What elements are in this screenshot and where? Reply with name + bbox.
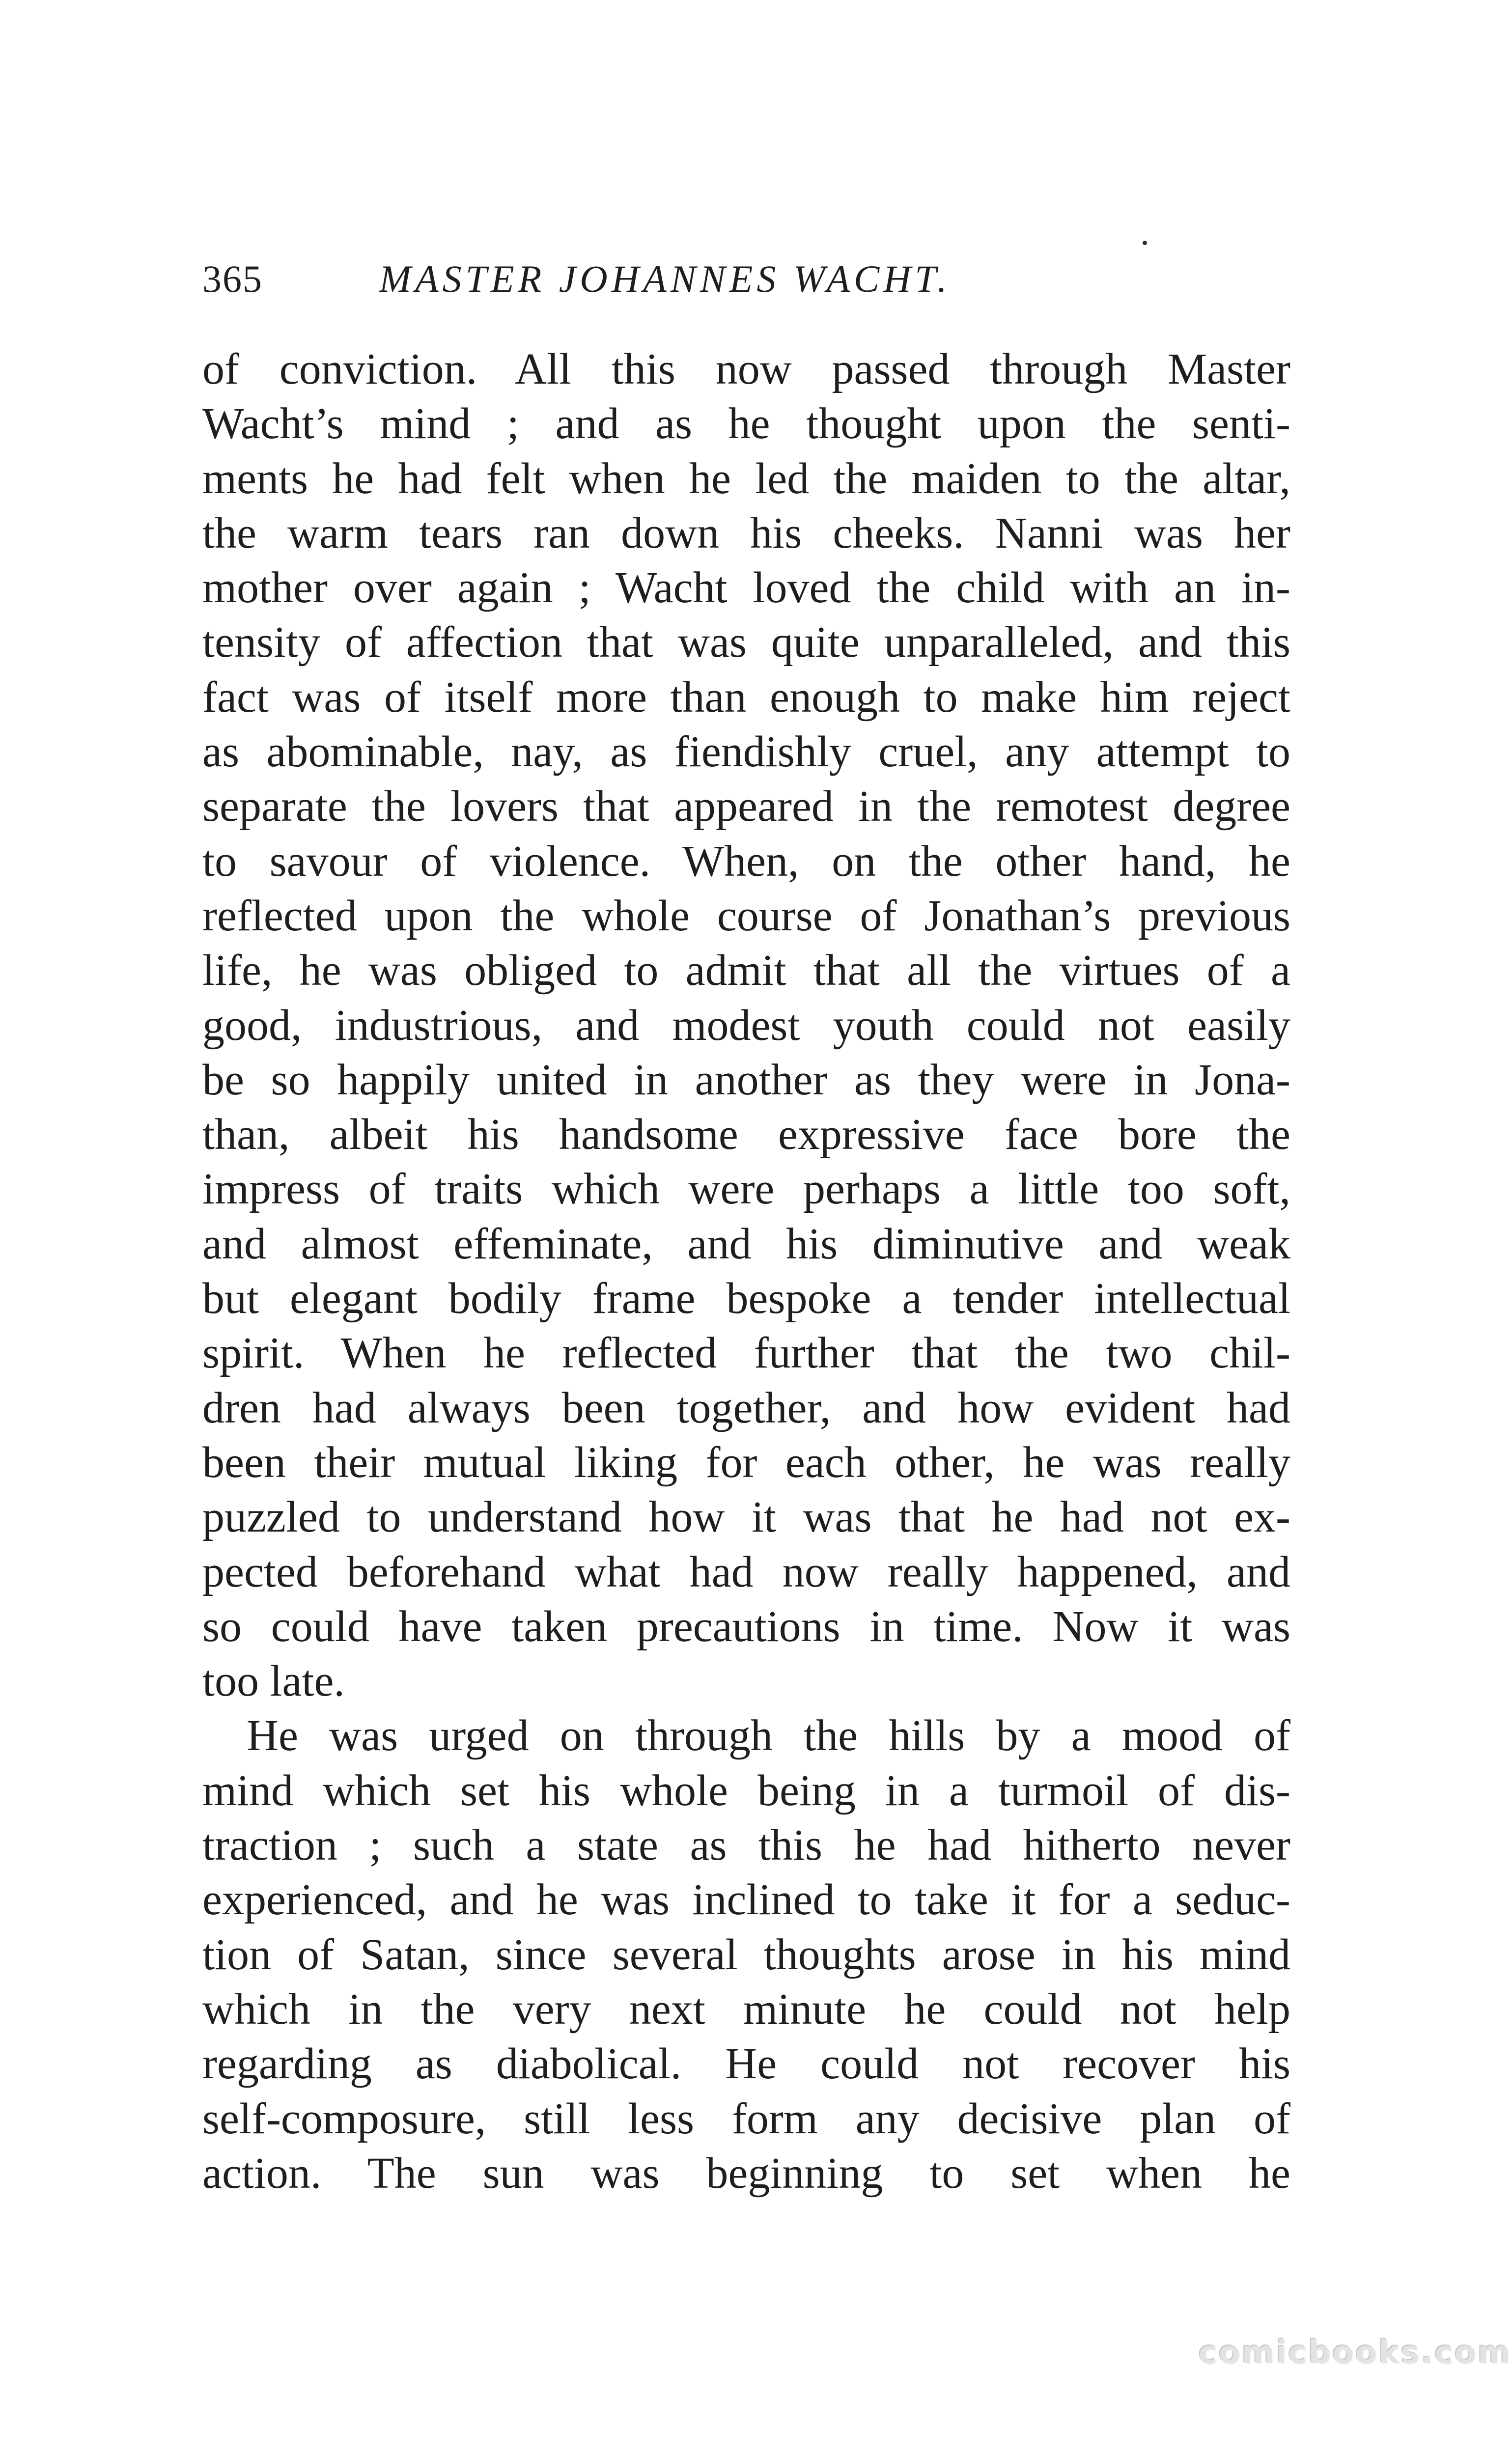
text-line: regarding as diabolical. He could not recover his [202, 2039, 1290, 2089]
text-line: mind which set his whole being in a turmoil of dis- [202, 1766, 1290, 1815]
text-line: good, industrious, and modest youth could not easily [202, 1001, 1290, 1050]
running-head [202, 250, 1290, 308]
text-line: mother over again ; Wacht loved the child with an in- [202, 563, 1290, 613]
text-line: than, albeit his handsome expressive face bore the [202, 1110, 1290, 1159]
text-line: spirit. When he reflected further that the two chil- [202, 1329, 1290, 1378]
text-line: puzzled to understand how it was that he had not ex- [202, 1493, 1290, 1542]
text-line: self-composure, still less form any decisive plan of [202, 2094, 1290, 2143]
text-line: but elegant bodily frame bespoke a tender intellectual [202, 1274, 1290, 1323]
text-line: tensity of affection that was quite unparalleled, and this [202, 618, 1290, 667]
text-line: experienced, and he was inclined to take it for a seduc- [202, 1875, 1290, 1925]
text-line: of conviction. All this now passed through Master [202, 345, 1290, 393]
text-line: tion of Satan, since several thoughts arose in his mind [202, 1930, 1290, 1979]
watermark: comicbooks.com [1199, 2335, 1512, 2371]
text-line: life, he was obliged to admit that all the virtues of a [202, 946, 1290, 995]
page-number: 365 [202, 257, 263, 300]
text-line: pected beforehand what had now really happened, and [202, 1547, 1290, 1596]
text-line: Wacht’s mind ; and as he thought upon the senti- [202, 399, 1290, 448]
text-line: action. The sun was beginning to set when he [202, 2149, 1290, 2198]
paragraph-end-line: too late. [202, 1657, 345, 1706]
ink-speck [1143, 241, 1147, 245]
text-line: as abominable, nay, as fiendishly cruel, any attempt to [202, 727, 1290, 777]
text-line: which in the very next minute he could not help [202, 1984, 1290, 2034]
text-line: separate the lovers that appeared in the remotest degree [202, 782, 1290, 831]
paragraph-start-line: He was urged on through the hills by a mood of [247, 1711, 1290, 1760]
text-line: been their mutual liking for each other, he was really [202, 1438, 1290, 1487]
body-text [202, 342, 1290, 2201]
text-line: the warm tears ran down his cheeks. Nanni was her [202, 508, 1290, 558]
text-line: and almost effeminate, and his diminutive and weak [202, 1219, 1290, 1268]
running-title: MASTER JOHANNES WACHT. [379, 257, 951, 300]
text-line: to savour of violence. When, on the other hand, he [202, 837, 1290, 886]
text-line: so could have taken precautions in time. Now it was [202, 1602, 1290, 1651]
text-line: impress of traits which were perhaps a little too soft, [202, 1165, 1290, 1214]
text-line: dren had always been together, and how evident had [202, 1383, 1290, 1432]
text-line: ments he had felt when he led the maiden to the altar, [202, 454, 1290, 503]
text-line: fact was of itself more than enough to make him reject [202, 672, 1290, 722]
text-line: traction ; such a state as this he had hitherto never [202, 1821, 1290, 1870]
text-line: be so happily united in another as they were in Jona- [202, 1055, 1290, 1104]
text-line: reflected upon the whole course of Jonathan’s previous [202, 891, 1290, 940]
